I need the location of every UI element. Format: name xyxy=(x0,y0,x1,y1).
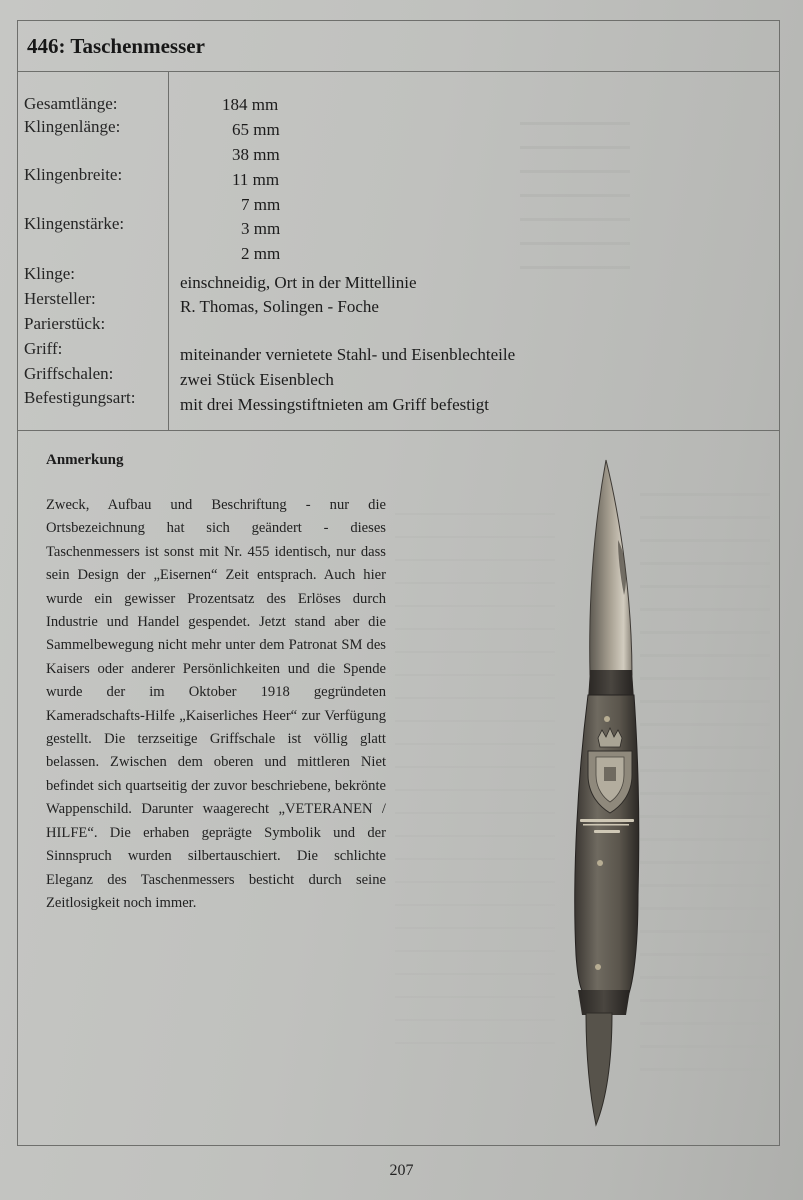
spec-value-klingenlaenge-2: 38 mm xyxy=(232,145,280,164)
spec-value-hersteller: R. Thomas, Solingen - Foche xyxy=(180,297,379,316)
page-number: 207 xyxy=(389,1162,414,1179)
spec-label-klinge: Klinge: xyxy=(24,264,75,283)
spec-table-bottom-rule xyxy=(17,430,780,431)
rivet-middle xyxy=(597,860,603,866)
spec-label-griff: Griff: xyxy=(24,339,63,358)
small-blade xyxy=(586,1013,612,1125)
spec-value-klingenbreite-2: 7 mm xyxy=(241,195,281,214)
title-bar xyxy=(17,20,780,72)
spec-label-klingenbreite: Klingenbreite: xyxy=(24,165,123,184)
spec-label-klingenlaenge: Klingenlänge: xyxy=(24,117,121,136)
spec-column-divider xyxy=(168,72,169,430)
spec-label-parierstueck: Parierstück: xyxy=(24,314,106,333)
spec-value-griffschalen: zwei Stück Eisenblech xyxy=(180,370,334,389)
rivet-bottom xyxy=(595,964,601,970)
spec-label-gesamtlaenge: Gesamtlänge: xyxy=(24,94,118,113)
spec-label-griffschalen: Griffschalen: xyxy=(24,364,114,383)
spec-value-klingenstaerke-1: 3 mm xyxy=(241,219,281,238)
spec-label-befestigungsart: Befestigungsart: xyxy=(24,388,136,407)
note-body: Zweck, Aufbau und Beschriftung - nur die Ortsbezeichnung hat sich geändert - dieses Taschenmessers ist sonst mit Nr. 455 identisch, nur dass sein Design der „Eisernen“ Zeit entsprach. Auch hier wurde ein gewisser Prozentsatz des Erlöses durch Industrie und Handel gespendet. Jetzt stand aber die Sammelbewegung nicht mehr unter dem Patronat SM des Kaisers oder anderer Persönlichkeiten und die Spende wurde der im Oktober 1918 gegründeten Kameradschafts-Hilfe „Kaiserliches Heer“ zur Verfügung gestellt. Die terzseitige Griffschale ist völlig glatt belassen. Zwischen dem oberen und mittleren Niet befindet sich quartseitig der zuvor beschriebene, bekrönte Wappenschild. Darunter waagerecht „VETERANEN / HILFE“. Die erhaben geprägte Symbolik und der Sinnspruch wurden silbertauschiert. Die schlichte Eleganz des Taschenmessers besticht durch seine Zeitlosigkeit noch immer. xyxy=(46,497,386,911)
spec-value-gesamtlaenge: 184 mm xyxy=(222,95,279,114)
spec-value-klingenlaenge-1: 65 mm xyxy=(232,120,280,139)
spec-value-griff: miteinander vernietete Stahl- und Eisenblechteile xyxy=(180,345,516,364)
pocket-knife-photo xyxy=(560,455,660,1135)
spec-label-klingenstaerke: Klingenstärke: xyxy=(24,214,125,233)
crest-eagle xyxy=(604,767,616,781)
spec-value-klingenstaerke-2: 2 mm xyxy=(241,244,281,263)
spec-label-hersteller: Hersteller: xyxy=(24,289,96,308)
spec-value-klinge: einschneidig, Ort in der Mittellinie xyxy=(180,273,417,292)
crown-emblem xyxy=(598,728,622,747)
spec-value-klingenbreite-1: 11 mm xyxy=(232,170,280,189)
spec-value-befestigungsart: mit drei Messingstiftnieten am Griff befestigt xyxy=(180,395,489,414)
page-title: 446: Taschenmesser xyxy=(27,34,205,58)
rivet-top xyxy=(604,716,610,722)
bottom-bolster xyxy=(578,990,630,1015)
main-blade xyxy=(590,460,632,675)
note-heading: Anmerkung xyxy=(46,452,124,468)
